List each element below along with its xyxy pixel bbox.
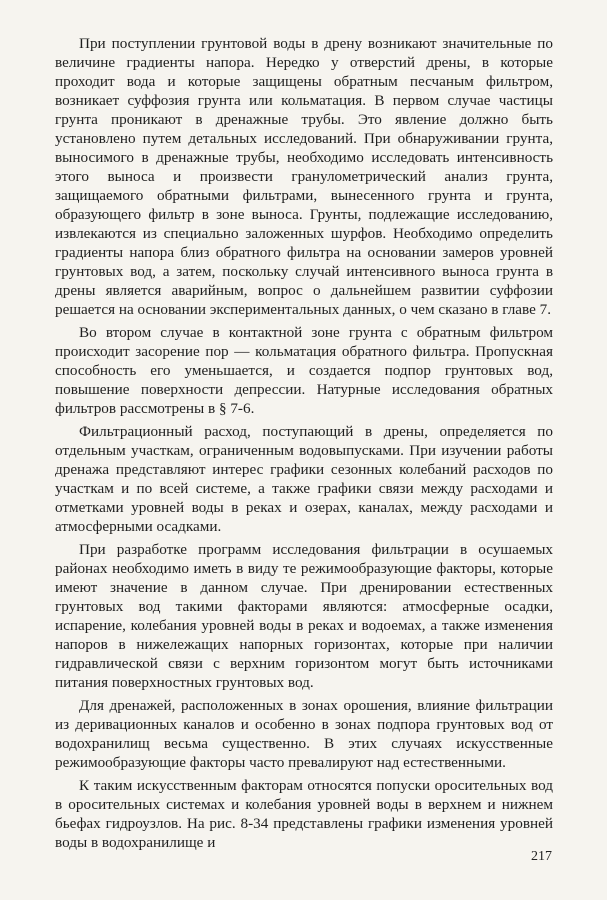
paragraph-4: При разработке программ исследования фильтрации в осушаемых районах необходимо иметь в виду те режимообразующие факторы, которые имеют значение в данном случае. При дренировании естественных грунтовых вод такими факторами являются: атмосферные осадки, испарение, колебания уровней воды в реках и водоемах, а также изменения напоров в нижележащих напорных горизонтах, которые при наличии гидравлической связи с верхним горизонтом могут быть источниками питания поверхностных грунтовых вод. xyxy=(55,541,553,691)
paragraph-2: Во втором случае в контактной зоне грунта с обратным фильтром происходит засорение пор — кольматация обратного фильтра. Пропускная способность его уменьшается, и создается подпор грунтовых вод, повышение поверхности депрессии. Натурные исследования обратных фильтров рассмотрены в § 7-6. xyxy=(55,324,553,417)
paragraph-1: При поступлении грунтовой воды в дрену возникают значительные по величине градиенты напора. Нередко у отверстий дрены, в которые проходит вода и которые защищены обратным песчаным фильтром, возникает суффозия грунта или кольматация. В первом случае частицы грунта проникают в дренажные трубы. Это явление должно быть установлено путем детальных исследований. При обнаруживании грунта, выносимого в дренажные трубы, необходимо исследовать интенсивность этого выноса и произвести гранулометрический анализ грунта, защищаемого обратными фильтрами, вынесенного грунта и грунта, образующего фильтр в зоне выноса. Грунты, подлежащие исследованию, извлекаются из специально заложенных шурфов. Необходимо определить градиенты напора близ обратного фильтра на основании замеров уровней грунтовых вод, а затем, поскольку случай интенсивного выноса грунта в дрены является аварийным, вопрос о дальнейшем развитии суффозии решается на основании экспериментальных данных, о чем сказано в главе 7. xyxy=(55,35,553,318)
paragraph-3: Фильтрационный расход, поступающий в дрены, определяется по отдельным участкам, ограниченным водовыпусками. При изучении работы дренажа представляют интерес графики сезонных колебаний расходов по участкам и по всей системе, а также графики связи между расходами и отметками уровней воды в реках и озерах, каналах, между расходами и атмосферными осадками. xyxy=(55,423,553,535)
paragraph-5: Для дренажей, расположенных в зонах орошения, влияние фильтрации из деривационных каналов и особенно в зонах подпора грунтовых вод от водохранилищ весьма существенно. В этих случаях искусственные режимообразующие факторы часто превалируют над естественными. xyxy=(55,697,553,771)
page-number: 217 xyxy=(531,849,552,864)
paragraph-6: К таким искусственным факторам относятся попуски оросительных вод в оросительных системах и колебания уровней воды в верхнем и нижнем бьефах гидроузлов. На рис. 8-34 представлены графики изменения уровней воды в водохранилище и xyxy=(55,777,553,851)
